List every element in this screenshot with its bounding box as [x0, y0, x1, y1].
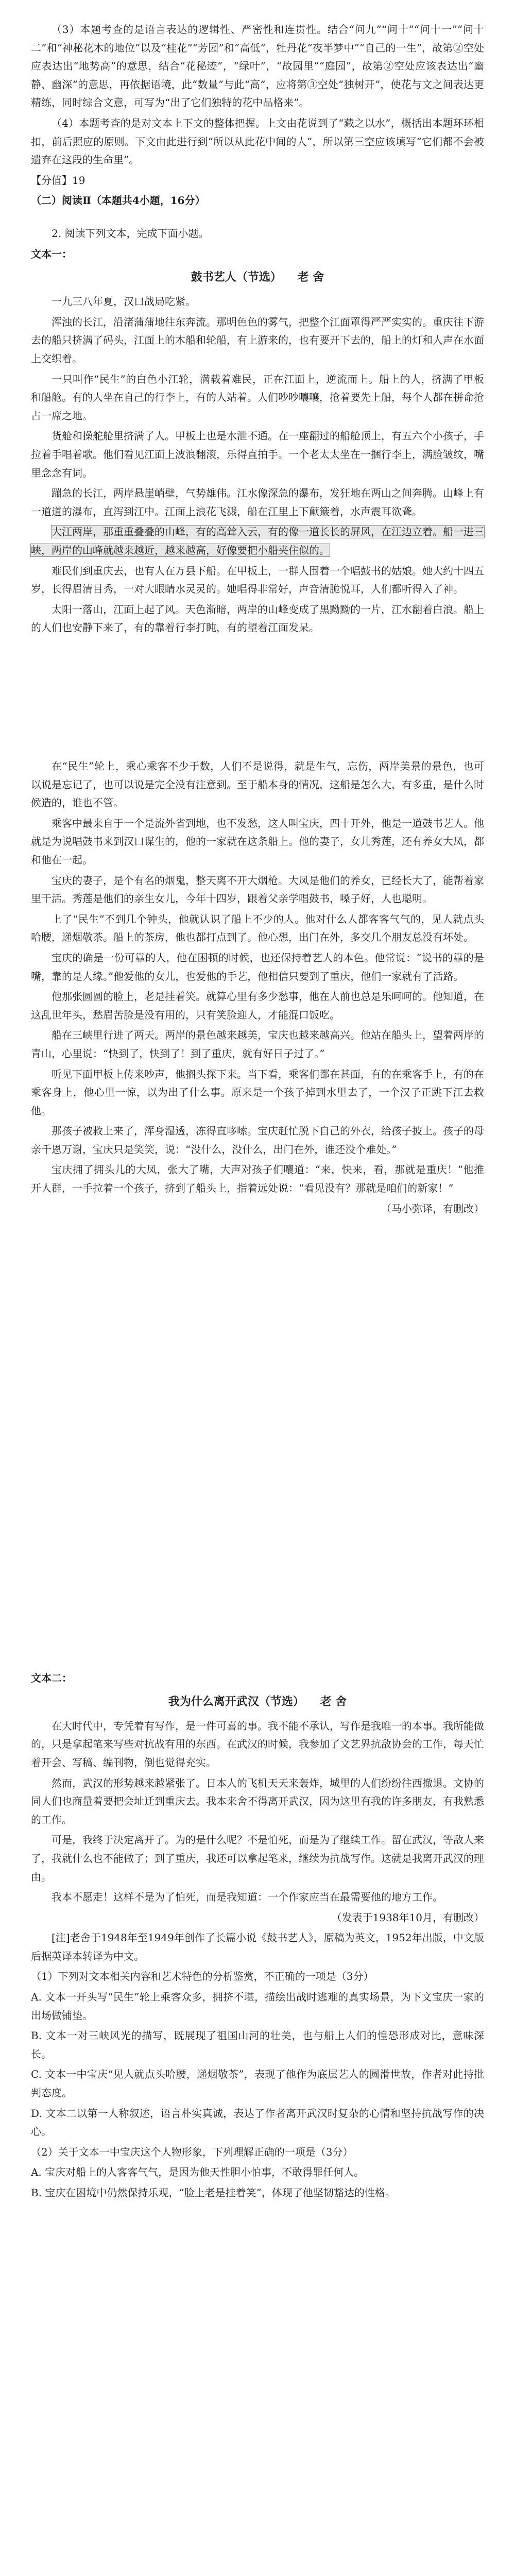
text2-date: （发表于1938年10月，有删改）: [331, 1911, 484, 1924]
text2-para-4: 我本不愿走！这样不是为了怕死，而是我知道：一个作家应当在最需要他的地方工作。: [52, 1891, 443, 1904]
text1-para-1: 一九三八年夏，汉口战局吃紧。: [52, 295, 196, 308]
text1b-para-5: 宝庆的确是一份可靠的人，他在困顿的时候，也还保持着艺人的本色。他常说：“说书的靠的是嘴，靠的是人缘。”他爱他的女儿，也爱他的手艺，他相信只要到了重庆，他们一家就有了活路。: [31, 951, 484, 982]
text1-highlight: 大江两岸，那重重叠叠的山峰，有的高耸入云，有的像一道长长的屏风，在江边立着。船一进三峡，两岸的山峰就越来越近，越来越高，好像要把小船夹住似的。: [31, 526, 484, 556]
question-1: （1）下列对文本相关内容和艺术特色的分析鉴赏，不正确的一项是（3分）: [31, 1970, 374, 1983]
q2-option-a: A. 宝庆对船上的人客客气气，是因为他天性胆小怕事，不敢得罪任何人。: [31, 2166, 365, 2179]
text1-para-5: 蹦急的长江，两岸悬崖峭壁，气势雄伟。江水像深急的瀑布，发狂地在两山之间奔腾。山峰上有一道道的瀑布，直泻到江中。江面上浪花飞溅，船在江里上下颠簸着，水声震耳欲聋。: [31, 487, 484, 518]
part1-block: [31, 21, 484, 639]
text1b-para-1: 在“民生”轮上，乘心乘客不少于数，人们不是说得，就是生气，忘伤，两岸美景的景色，也可以说是忘记了，也可以说是完全没有注意到。至于船本身的情况，这船是怎么大，有多重，是什么时候造的，谁也不管。: [31, 760, 484, 809]
text1-title-line: [31, 267, 484, 287]
note: [注]老舍于1948年至1949年创作了长篇小说《鼓书艺人》，原稿为英文，1952年出版，中文版后据英译本转译为中文。: [31, 1931, 484, 1962]
part1-continued-block: [31, 757, 484, 1220]
text2-title-line: [31, 1692, 484, 1712]
text1-source: （马小弥译，有删改）: [381, 1202, 484, 1215]
text1-title: 鼓书艺人（节选）: [191, 270, 282, 284]
text2-label: 文本二：: [31, 1672, 72, 1684]
text1-highlight-para: [31, 523, 484, 560]
text2-para-2: 然而，武汉的形势越来越紧张了。日本人的飞机天天来轰炸，城里的人们纷纷往西撤退。文协的同人们也商量着要把会址迁到重庆去。我本来舍不得离开武汉，因为这里有我的许多朋友，有我熟悉的工作。: [31, 1776, 484, 1826]
text1b-para-3: 宝庆的妻子，是个有名的烟鬼，整天离不开大烟枪。大凤是他们的养女，已经长大了，能帮着家里干活。秀莲是他们的亲生女儿，今年十四岁，跟着父亲学唱鼓书，嗓子好，人也聪明。: [31, 874, 484, 905]
section-heading: （二）阅读Ⅱ（本题共4小题，16分）: [31, 194, 205, 207]
text2-author: 老 舍: [320, 1694, 347, 1708]
text1b-para-8: 听见下面甲板上传来吵声，他搁头探下来。当下看，乘客们都在甚面，有的在乘客手上，有的在乘客身上，他心里一惊，以为出了什么事。原来是一个孩子掉到水里去了，一个汉子正跳下江去救他。: [31, 1067, 484, 1117]
text1-para-4: 货舱和操舵舱里挤满了人。甲板上也是水泄不通。在一座翻过的船舱顶上，有五六个小孩子，手拉着手唱着歌。他们看见江面上波浪翻滚，乐得直拍手。一个老太太坐在一捆行李上，满脸皱纹，嘴里念念有词。: [31, 430, 484, 479]
text1b-para-10: 宝庆拥了拥头儿的大凤，张大了嘴，大声对孩子们嚷道：“来，快来，看，那就是重庆！”他推开人群，一手拉着一个孩子，挤到了船头上，指着远处说：“看见没有？那就是咱们的新家！”: [31, 1163, 484, 1195]
text1b-para-9: 那孩子被救上来了，浑身湿透，冻得直哆嗦。宝庆赶忙脱下自己的外衣，给孩子披上。孩子的母亲千恩万谢，宝庆只是笑笑，说：“没什么，没什么，出门在外，谁还没个难处。”: [31, 1125, 484, 1156]
q1-option-a: A. 文本一开头写“民生”轮上乘客众多，拥挤不堪，描绘出战时逃难的真实场景，为下文宝庆一家的出场做铺垫。: [31, 1991, 484, 2022]
score-label: 【分值】19: [31, 174, 85, 187]
question-2: （2）关于文本一中宝庆这个人物形象，下列理解正确的一项是（3分）: [31, 2145, 353, 2158]
text1-para-3: 一只叫作“民生”的白色小江轮，满载着难民，正在江面上，逆流而上。船上的人，挤满了甲板和船舱。有的人坐在自己的行李上，有的人站着。人们吵吵嚷嚷，抢着要先上船，每个人都在拼命抢占一席之地。: [31, 372, 484, 422]
text1-para-8: 太阳一落山，江面上起了风。天色渐暗，两岸的山峰变成了黑黝黝的一片，江水翻着白浪。船上的人们也安静下来了，有的靠着行李打盹，有的望着江面发呆。: [31, 603, 484, 634]
q1-option-b: B. 文本一对三峡风光的描写，既展现了祖国山河的壮美，也与船上人们的惶恐形成对比，意味深长。: [31, 2029, 484, 2060]
text1b-para-2: 乘客中最来自于一个是流外省到地，也不发愁，这人叫宝庆，四十开外，他是一道鼓书艺人。他就是为说唱鼓书来到汉口谋生的，他的一家就在这条船上。他的妻子，女儿秀莲，还有养女大凤，都和他在一起。: [31, 817, 484, 866]
text2-para-3: 可是，我终于决定离开了。为的是什么呢？不是怕死，而是为了继续工作。留在武汉，等敌人来了，我就什么也不能做了；到了重庆，我还可以拿起笔来，继续为抗战写作。这就是我离开武汉的理由。: [31, 1834, 484, 1883]
intro-para-1: （3）本题考查的是语言表达的逻辑性、严密性和连贯性。结合“问九”“问十”“问十一”“问十二”和“神秘花木的地位”以及“桂花”“芳园”和“高低”，牡丹花“夜半梦中”“自己的一生”，故第②空处应表达出“地势高”的意思，结合“花秘迹”，“绿叶”，“故园里”“庭园”，故第②空处应该表达出“幽静、幽深”的意思，再依据语境，此“数量”与此“高”，应将第③空处“独树开”，使花与文之间表达更精练，同时综合文意，可写为“出了它们独特的花中品格来”。: [31, 23, 484, 109]
text1b-para-6: 他那张圆圆的脸上，老是挂着笑。就算心里有多少愁事，他在人前也总是乐呵呵的。他知道，在这乱世年头，愁眉苦脸是没有用的，只有笑脸迎人，才能混口饭吃。: [31, 990, 484, 1021]
part2-block: [31, 1669, 484, 2205]
text1-para-2: 浑浊的长江，沿渚蒲蒲地往东奔流。那明色色的雾气，把整个江面罩得严严实实的。重庆往下游去的船只挤满了码头，江面上的木船和轮船，有上游来的，也有要开下去的，船上的灯和人声在水面上交织着。: [31, 315, 484, 365]
text1b-para-7: 船在三峡里行进了两天。两岸的景色越来越美，宝庆也越来越高兴。他站在船头上，望着两岸的青山，心里说：“快到了，快到了！到了重庆，就有好日子过了。”: [31, 1029, 484, 1060]
q1-option-d: D. 文本二以第一人称叙述，语言朴实真诚，表达了作者离开武汉时复杂的心情和坚持抗战写作的决心。: [31, 2107, 484, 2138]
instruction: 2. 阅读下列文本，完成下面小题。: [52, 227, 209, 240]
intro-para-2: （4）本题考查的是对文本上下文的整体把握。上文由花说到了“藏之以水”，概括出本题环环相扣，前后照应的原则。下文由此进行到“所以从此花中间的人”，所以第三空应该填写“它们都不会被遗弃在这段的生命里”。: [31, 116, 484, 166]
q1-option-c: C. 文本一中宝庆“见人就点头哈腰，递烟敬茶”，表现了他作为底层艺人的圆滑世故，作者对此持批判态度。: [31, 2068, 484, 2099]
text1-para-7: 难民们到重庆去，也有人在万县下船。在甲板上，一群人围着一个唱鼓书的姑娘。她大约十四五岁，长得眉清目秀，一对大眼睛水灵灵的。她唱得非常好，声音清脆悦耳，人们都听得入了神。: [31, 564, 484, 596]
text1b-para-4: 上了“民生”不到几个钟头，他就认识了船上不少的人。他对什么人都客客气气的，见人就点头哈腰，递烟敬茶。船上的茶房，他也都打点到了。他心想，出门在外，多交几个朋友总没有坏处。: [31, 912, 484, 944]
q2-option-b: B. 宝庆在困境中仍然保持乐观，“脸上老是挂着笑”，体现了他坚韧豁达的性格。: [31, 2187, 396, 2199]
text1-author: 老 舍: [297, 270, 324, 284]
text2-title: 我为什么离开武汉（节选）: [168, 1694, 304, 1708]
text1-label: 文本一：: [31, 247, 72, 260]
text2-para-1: 在大时代中，专凭着有写作，是一件可喜的事。我不能不承认，写作是我唯一的本事。我所能做的，只是拿起笔来写些对抗战有用的东西。在武汉的时候，我参加了文艺界抗敌协会的工作，每天忙着开会、写稿、编刊物，倒也觉得充实。: [31, 1719, 484, 1769]
